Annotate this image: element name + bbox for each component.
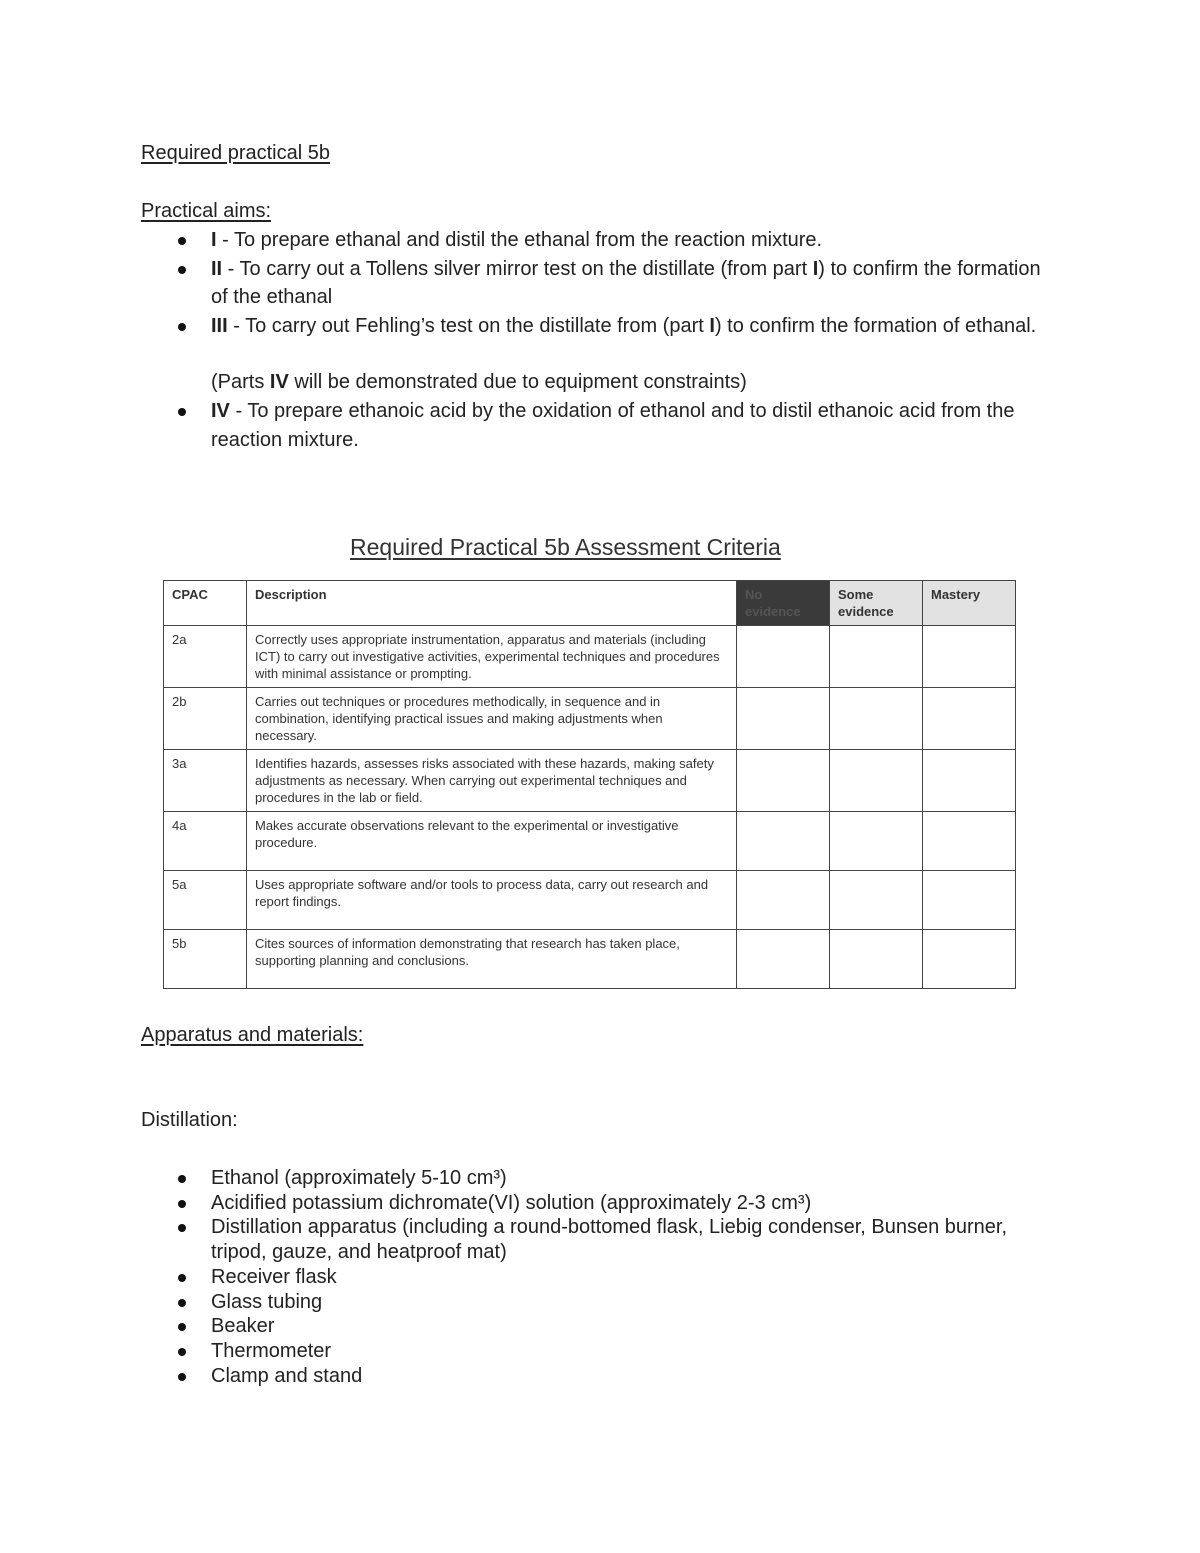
apparatus-list — [141, 1166, 1051, 1388]
demonstration-note: (Parts IV will be demonstrated due to equipment constraints) — [211, 371, 747, 393]
apparatus-item: Distillation apparatus (including a round-bottomed flask, Liebig condenser, Bunsen burner, tripod, gauze, and heatproof mat) — [141, 1215, 1051, 1264]
table-header-row — [164, 581, 1016, 626]
mastery-cell — [923, 688, 1016, 750]
apparatus-item: Acidified potassium dichromate(VI) solution (approximately 2-3 cm³) — [141, 1191, 1051, 1216]
some-evidence-cell — [830, 871, 923, 930]
criteria-description: Makes accurate observations relevant to the experimental or investigative procedure. — [247, 812, 737, 871]
apparatus-item: Clamp and stand — [141, 1364, 1051, 1389]
assessment-criteria-table — [163, 580, 1016, 989]
apparatus-item: Glass tubing — [141, 1290, 1051, 1315]
mastery-cell — [923, 871, 1016, 930]
no-evidence-cell — [737, 688, 830, 750]
some-evidence-cell — [830, 626, 923, 688]
no-evidence-cell — [737, 871, 830, 930]
some-evidence-cell — [830, 930, 923, 989]
mastery-cell — [923, 626, 1016, 688]
aims-list-continued — [141, 397, 1051, 454]
table-row — [164, 871, 1016, 930]
criteria-description: Uses appropriate software and/or tools to process data, carry out research and report findings. — [247, 871, 737, 930]
criteria-description: Cites sources of information demonstrating that research has taken place, supporting planning and conclusions. — [247, 930, 737, 989]
distillation-heading: Distillation: — [141, 1109, 238, 1131]
cpac-code: 2a — [164, 626, 247, 688]
header-no-evidence: No evidence — [737, 581, 830, 626]
some-evidence-cell — [830, 812, 923, 871]
aims-list — [141, 226, 1051, 340]
no-evidence-cell — [737, 750, 830, 812]
cpac-code: 4a — [164, 812, 247, 871]
table-row — [164, 930, 1016, 989]
aim-item: IV - To prepare ethanoic acid by the oxidation of ethanol and to distil ethanoic acid from the reaction mixture. — [141, 397, 1051, 454]
apparatus-item: Thermometer — [141, 1339, 1051, 1364]
page-title: Required practical 5b — [141, 142, 330, 164]
table-row — [164, 812, 1016, 871]
apparatus-item: Receiver flask — [141, 1265, 1051, 1290]
header-description: Description — [247, 581, 737, 626]
no-evidence-cell — [737, 626, 830, 688]
criteria-description: Correctly uses appropriate instrumentation, apparatus and materials (including ICT) to carry out investigative activities, experimental techniques and procedures with minimal assistance or prompting. — [247, 626, 737, 688]
mastery-cell — [923, 812, 1016, 871]
mastery-cell — [923, 930, 1016, 989]
no-evidence-cell — [737, 812, 830, 871]
apparatus-item: Ethanol (approximately 5-10 cm³) — [141, 1166, 1051, 1191]
no-evidence-cell — [737, 930, 830, 989]
apparatus-item: Beaker — [141, 1314, 1051, 1339]
cpac-code: 5a — [164, 871, 247, 930]
mastery-cell — [923, 750, 1016, 812]
apparatus-heading: Apparatus and materials: — [141, 1024, 364, 1046]
criteria-description: Carries out techniques or procedures methodically, in sequence and in combination, identifying practical issues and making adjustments when necessary. — [247, 688, 737, 750]
aim-item: II - To carry out a Tollens silver mirror test on the distillate (from part I) to confirm the formation of the ethanal — [141, 255, 1051, 312]
table-row — [164, 750, 1016, 812]
table-row — [164, 688, 1016, 750]
cpac-code: 3a — [164, 750, 247, 812]
table-title: Required Practical 5b Assessment Criteria — [350, 534, 781, 560]
header-some-evidence: Some evidence — [830, 581, 923, 626]
cpac-code: 2b — [164, 688, 247, 750]
aims-heading: Practical aims: — [141, 200, 272, 222]
header-cpac: CPAC — [164, 581, 247, 626]
cpac-code: 5b — [164, 930, 247, 989]
criteria-description: Identifies hazards, assesses risks associated with these hazards, making safety adjustments as necessary. When carrying out experimental techniques and procedures in the lab or field. — [247, 750, 737, 812]
table-row — [164, 626, 1016, 688]
aim-item: III - To carry out Fehling’s test on the distillate from (part I) to confirm the formation of ethanal. — [141, 312, 1051, 341]
some-evidence-cell — [830, 750, 923, 812]
aim-item: I - To prepare ethanal and distil the ethanal from the reaction mixture. — [141, 226, 1051, 255]
some-evidence-cell — [830, 688, 923, 750]
header-mastery: Mastery — [923, 581, 1016, 626]
